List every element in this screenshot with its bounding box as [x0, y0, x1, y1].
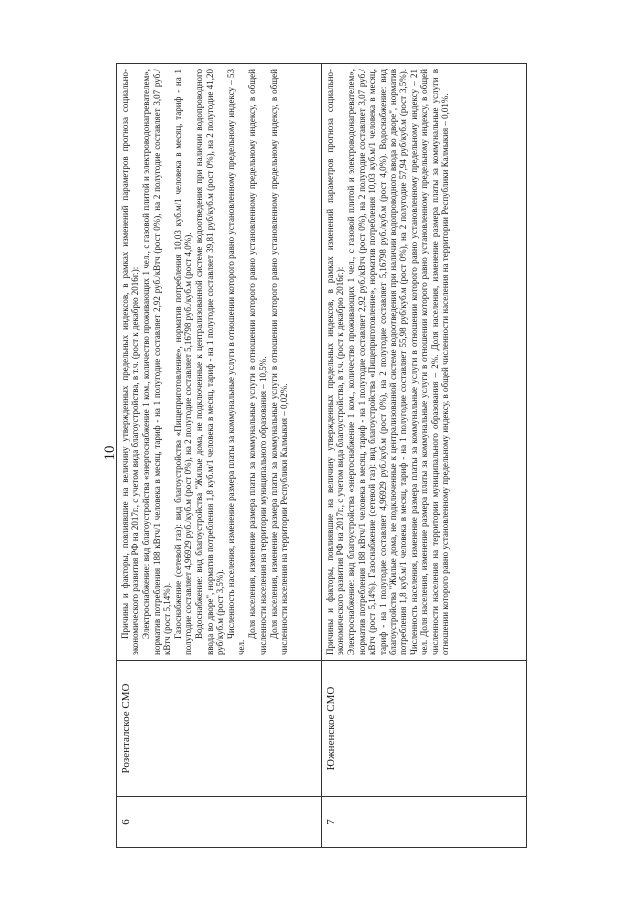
description-paragraph: Электроснабжение: вид благоустройства «энергоснабжение 1 ком., количество проживающих 1 чел., с газовой плитой и электроводонагревателем», норматив потребления 188 кВтч/1 человека в месяц, тариф - на 1 полугодие составляет 2,92 руб./кВтч (рост 0%), на 2 полугодие составляет 3,07 руб./кВтч (рост 5,14%). Газоснабжение (сетевой газ): вид благоустройства «Пищеприготовление», норматив потребления 10,03 куб.м/1 человека в месяц, тариф - на 1 полугодие составляет 4,96929 руб./куб.м (рост 0%), на 2 полугодие составляет 5,16798 руб./куб.м (рост 4,0%). Водоснабжение: вид благоустройства "Жилые дома, не подключенные к централизованной системе водоотведения при наличии водопроводного ввода во дворе", норматив потребления 1,8 куб.м/1 человека в месяц, тариф - на 1 полугодие составляет 55,98 руб/куб.м (рост 0%), на 2 полугодие 57,94 руб/куб.м (рост 3,5%). Численность населения, изменение размера платы за коммунальные услуги в отношении которого равно установленному предельному индексу – 21 чел. Доля населения, изменение размера платы за коммунальные услуги в отношении которого равно установленному предельному индексу, в общей численности населения на территории муниципального образования – 2%. Доля населения, изменение размера платы за коммунальные услуги в отношении которого равно установленному предельному индексу, в общей численности населения на территории Республики Калмыкия – 0,01%.	[346, 69, 450, 655]
description-paragraph: Доля населения, изменение размера платы за коммунальные услуги в отношении которого равно установленному предельному индексу, в общей численности населения на территории Республики Калмыкия – 0,02%.	[268, 69, 290, 655]
municipality-name: Южненское СМО	[322, 661, 527, 797]
description-paragraph: Электроснабжение: вид благоустройства «энергоснабжение 1 ком., количество проживающих 1 чел., с газовой плитой и электроводонагревателем», норматив потребления 188 кВтч/1 человека в месяц, тариф - на 1 полугодие составляет 2,92 руб./кВтч (рост 0%), на 2 полугодие составляет 3,07 руб./кВтч (рост 5,14%).	[141, 69, 173, 655]
description-paragraph: Численность населения, изменение размера платы за коммунальные услуги в отношении которого равно установленному предельному индексу – 53 чел.	[226, 69, 247, 655]
row-number: 6	[117, 797, 322, 848]
table-row	[322, 64, 527, 848]
municipality-table	[116, 63, 527, 848]
page-number: 10	[102, 445, 118, 461]
row-number: 7	[322, 797, 527, 848]
description-paragraph: Причины и факторы, повлиявшие на величину утвержденных предельных индексов, в рамках изменений параметров прогноза социально-экономического развития РФ на 2017г., с учетом вида благоустройства, в т.ч. (рост к декабрю 2016г.):	[120, 69, 141, 655]
rotated-page-content	[116, 63, 526, 848]
description-cell	[117, 64, 322, 661]
table-row	[117, 64, 322, 848]
description-paragraph: Причины и факторы, повлиявшие на величину утвержденных предельных индексов, в рамках изменений параметров прогноза социально-экономического развития РФ на 2017г., с учетом вида благоустройства, в т.ч. (рост к декабрю 2016г.):	[325, 69, 346, 655]
description-paragraph: Доля населения, изменение размера платы за коммунальные услуги в отношении которого равно установленному предельному индексу, в общей численности населения на территории муниципального образования – 10,5%.	[247, 69, 268, 655]
description-cell	[322, 64, 527, 661]
description-paragraph: Газоснабжение (сетевой газ): вид благоустройства «Пищеприготовление», норматив потребления 10,03 куб.м/1 человека в месяц, тариф - на 1 полугодие составляет 4,96929 руб./куб.м (рост 0%), на 2 полугодие составляет 5,16798 руб./куб.м (рост 4,0%).	[173, 69, 194, 655]
description-paragraph: Водоснабжение: вид благоустройства "Жилые дома, не подключенные к централизованной системе водоотведения при наличии водопроводного ввода во дворе", норматив потребления 1,8 куб.м/1 человека в месяц, тариф - на 1 полугодие составляет 39,81 руб/куб.м (рост 0%), на 2 полугодие 41,20 руб/куб.м (рост 3,5%).	[194, 69, 226, 655]
municipality-name: Розенталское СМО	[117, 661, 322, 797]
